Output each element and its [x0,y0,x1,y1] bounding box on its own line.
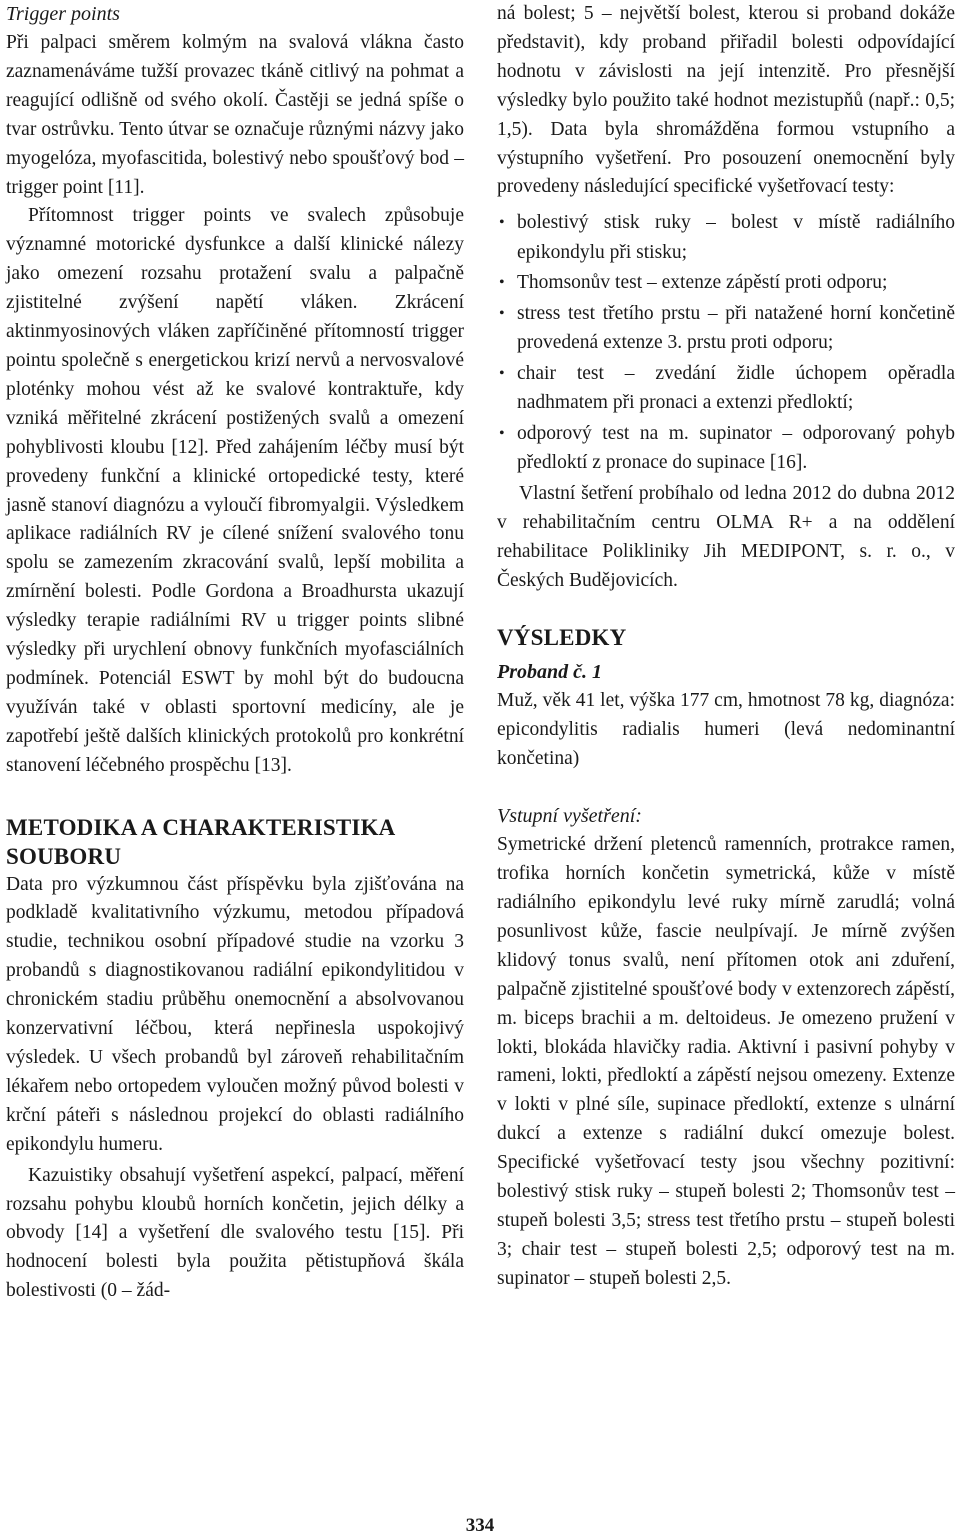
bullet-icon: • [499,364,505,382]
setting-paragraph: Vlastní šetření probíhalo od ledna 2012 do dubna 2012 v rehabilitačním centru OLMA R+ a na oddělení rehabilitace Polikliniky Jih MEDIPONT, s. r. o., v Českých Budějovicích. [497,482,955,591]
bullet-icon: • [499,214,505,232]
methods-paragraph-1: Data pro výzkumnou část příspěvku byla zjišťována na podkladě kvalitativního výzkumu, metodou případová studie, technikou osobní případové studie na vzorku 3 probandů s diagnostikovanou radiální epikondylitidou v chronickém stadiu průběhu onemocnění a absolvovanou konzervativní léčbou, která nepřinesla uspokojivý výsledek. U všech probandů byl zároveň rehabilitačním lékařem nebo ortopedem vyloučen možný původ bolesti v krční páteři s následnou projekcí do oblasti radiálního epikondylu humeru. [6,873,464,1155]
list-item: • odporový test na m. supinator – odporovaný pohyb předloktí z pronace do supinace [16]. [497,419,955,478]
bullet-icon: • [499,304,505,322]
methods-heading-line-1: METODIKA A CHARAKTERISTIKA [6,814,396,840]
page-number: 334 [465,1515,495,1536]
left-column [6,0,464,1306]
right-column [497,0,955,1294]
trigger-points-paragraph-2: Přítomnost trigger points ve svalech způsobuje významné motorické dysfunkce a další klinické nálezy jako omezení rozsahu protažení svalu a palpačně zjistitelné zvýšení napětí vláken. Zkrácení aktinmyosinových vláken zapříčiněné přítomností trigger pointu společně s energetickou krizí nervů a nervosvalové ploténky mohou vést až ke svalové kontraktuře, kdy vzniká měřitelné zkrácení postižených svalů a omezení pohyblivosti kloubu [12]. Před zahájením léčby musí být provedeny funkční a klinické ortopedické testy, které jasně stanoví diagnózu a vyloučí fibromyalgii. Výsledkem aplikace radiálních RV je cílené snížení svalového tonu spolu se zamezením zkracování svalů, lepší mobilita a zmírnění bolesti. Podle Gordona a Broadhursta ukazují výsledky terapie radiálními RV u trigger points slibné výsledky při urychlení obnovy funkčních myofasciálních podmínek. Potenciál ESWT by mohl být do budoucna využíván také v oblasti sportovní medicíny, ale je zapotřebí ještě dalších klinických protokolů pro konkrétní stanovení léčebného prospěchu [13]. [6,205,464,776]
trigger-points-paragraph-1: Při palpaci směrem kolmým na svalová vlákna často zaznamenáváme tužší provazec tkáně citlivý na pohmat a reagující odlišně od svého okolí. Častěji se jedná spíše o tvar ostrůvku. Tento útvar se označuje různými názvy jako myogelóza, myofascitida, bolestivý nebo spoušťový bod – trigger point [11]. [6,32,464,198]
bullet-icon: • [499,424,505,442]
tests-list [497,208,955,478]
continuation-paragraph: ná bolest; 5 – největší bolest, kterou si proband dokáže představit), kdy proband přiřadil bolesti odpovídající hodnotu v závislosti na její intenzitě. Pro přesnější výsledky bylo použito také hodnot mezistupňů (např.: 0,5; 1,5). Data byla shromážděna formou vstupního a výstupního vyšetření. Pro posouzení onemocnění byly provedeny následující specifické vyšetřovací testy: [497,3,955,198]
list-item: • bolestivý stisk ruky – bolest v místě radiálního epikondylu při stisku; [497,208,955,267]
proband-heading: Proband č. 1 [497,661,602,684]
methods-paragraph-2: Kazuistiky obsahují vyšetření aspekcí, palpací, měření rozsahu pohybu kloubů horních končetin, jejich délky a obvody [14] a vyšetření dle svalového testu [15]. Při hodnocení bolesti byla použita pětistupňová škála bolestivosti (0 – žád- [6,1164,464,1302]
methods-heading-line-2: SOUBORU [6,843,122,869]
results-heading: VÝSLEDKY [497,625,627,651]
list-item: • stress test třetího prstu – při natažené horní končetině provedená extenze 3. prstu proti odporu; [497,299,955,358]
proband-info: Muž, věk 41 let, výška 177 cm, hmotnost 78 kg, diagnóza: epicondylitis radialis humeri (levá nedominantní končetina) [497,690,955,770]
entry-exam-heading: Vstupní vyšetření: [497,805,642,828]
list-item: • chair test – zvedání židle úchopem opěradla nadhmatem při pronaci a extenzi předloktí; [497,359,955,418]
list-item: • Thomsonův test – extenze zápěstí proti odporu; [497,268,955,298]
trigger-points-heading: Trigger points [6,3,120,25]
entry-exam-paragraph: Symetrické držení pletenců ramenních, protrakce ramen, trofika horních končetin symetrická, kůže v místě radiálního epikondylu levé ruky mírně zarudlá; volná posunlivost kůže, fascie neulpívají. Je mírně zvýšen klidový tonus svalů, není přítomen otok ani zduření, palpačně zjistitelné spoušťové body v extenzorech zápěstí, m. biceps brachii a m. deltoideus. Je omezeno pružení v lokti, blokáda hlavičky radia. Aktivní i pasivní pohyby v rameni, lokti, předloktí a zápěstí nejsou omezeny. Extenze v lokti v plné síle, supinace předloktí, extenze s ulnární dukcí a extenze s radiální dukcí omezuje bolest. Specifické vyšetřovací testy jsou všechny pozitivní: bolestivý stisk ruky – stupeň bolesti 2; Thomsonův test – stupeň bolesti 3,5; stress test třetího prstu – stupeň bolesti 3; chair test – stupeň bolesti 2,5; odporový test na m. supinator – stupeň bolesti 2,5. [497,834,955,1289]
bullet-icon: • [499,274,505,292]
